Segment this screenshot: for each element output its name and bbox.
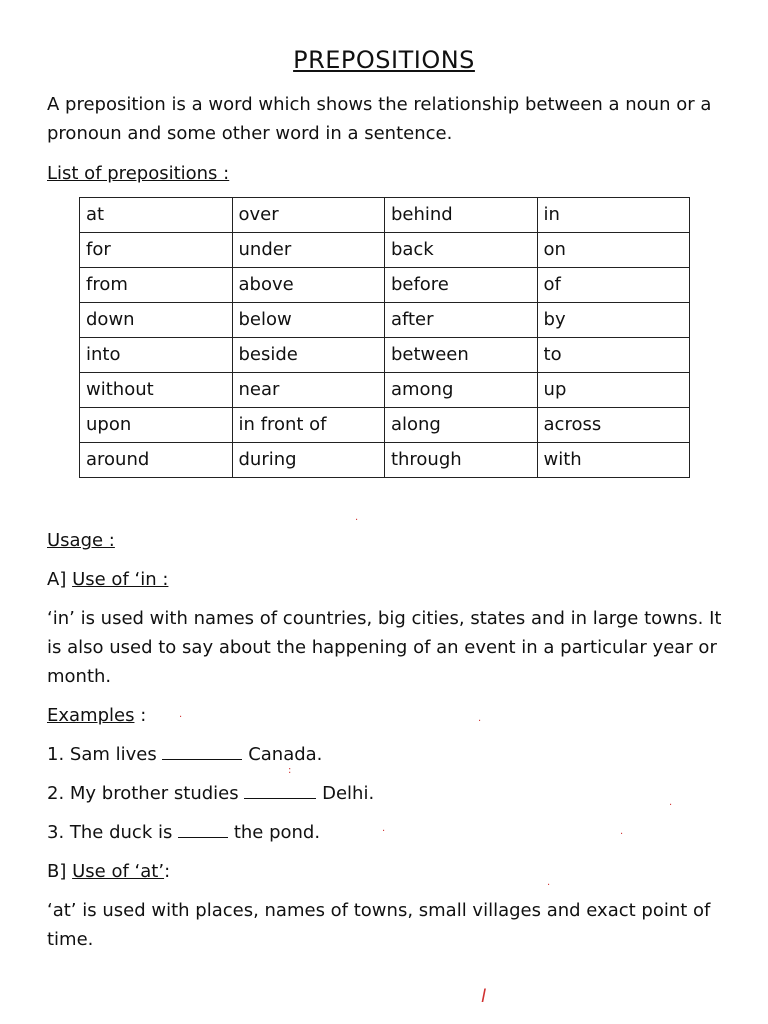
table-row — [80, 443, 690, 478]
example-text-after: the pond. — [233, 822, 321, 843]
speck-mark: · — [179, 712, 183, 723]
table-cell: among — [384, 373, 537, 408]
table-cell: down — [80, 303, 233, 338]
definition-text: A preposition is a word which shows the relationship between a noun or a pronoun and some other word in a sentence. — [47, 94, 712, 144]
speck-mark: · — [355, 515, 359, 526]
section-b-description: ‘at’ is used with places, names of towns, small villages and exact point of time. — [47, 900, 711, 950]
table-cell: after — [384, 303, 537, 338]
table-cell: at — [80, 198, 233, 233]
table-cell: before — [384, 268, 537, 303]
table-cell: around — [80, 443, 233, 478]
examples-heading-line — [47, 701, 727, 730]
table-cell: in front of — [232, 408, 384, 443]
table-cell: below — [232, 303, 384, 338]
examples-heading: Examples — [47, 705, 135, 726]
table-cell: between — [384, 338, 537, 373]
table-cell: in — [537, 198, 689, 233]
speck-mark: · — [478, 716, 482, 727]
table-row — [80, 198, 690, 233]
table-cell: over — [232, 198, 384, 233]
table-row — [80, 268, 690, 303]
example-text-before: 2. My brother studies — [47, 783, 239, 804]
table-cell: behind — [384, 198, 537, 233]
section-a-description: ‘in’ is used with names of countries, big cities, states and in large towns. It is also used to say about the happening of an event in a particular year or month. — [47, 608, 722, 687]
table-cell: by — [537, 303, 689, 338]
page-mark: l — [481, 986, 487, 1007]
table-cell: along — [384, 408, 537, 443]
speck-mark: : — [288, 765, 292, 776]
section-a-prefix: A] — [47, 569, 67, 590]
table-cell: back — [384, 233, 537, 268]
table-row — [80, 303, 690, 338]
speck-mark: · — [669, 800, 673, 811]
section-b-heading: Use of ‘at’ — [72, 861, 165, 882]
example-item — [47, 818, 727, 847]
table-cell: to — [537, 338, 689, 373]
table-cell: during — [232, 443, 384, 478]
section-b-colon: : — [164, 861, 171, 882]
table-row — [80, 233, 690, 268]
section-a-heading: Use of ‘in : — [72, 569, 169, 590]
section-b-heading-line — [47, 857, 727, 886]
table-cell: up — [537, 373, 689, 408]
example-text-after: Delhi. — [322, 783, 375, 804]
speck-mark: · — [547, 880, 551, 891]
table-cell: on — [537, 233, 689, 268]
table-cell: beside — [232, 338, 384, 373]
table-cell: through — [384, 443, 537, 478]
table-cell: under — [232, 233, 384, 268]
example-item — [47, 779, 727, 808]
example-text-after: Canada. — [248, 744, 323, 765]
table-cell: of — [537, 268, 689, 303]
table-cell: with — [537, 443, 689, 478]
example-text-before: 1. Sam lives — [47, 744, 157, 765]
fill-in-blank — [178, 821, 228, 838]
fill-in-blank — [244, 782, 316, 799]
table-cell: near — [232, 373, 384, 408]
table-row — [80, 408, 690, 443]
table-row — [80, 373, 690, 408]
list-heading: List of prepositions : — [47, 163, 230, 184]
table-cell: above — [232, 268, 384, 303]
table-cell: into — [80, 338, 233, 373]
table-cell: across — [537, 408, 689, 443]
speck-mark: · — [620, 829, 624, 840]
example-item — [47, 740, 727, 769]
example-text-before: 3. The duck is — [47, 822, 173, 843]
table-cell: for — [80, 233, 233, 268]
examples-colon: : — [140, 705, 147, 726]
section-a-heading-line — [47, 565, 727, 594]
table-cell: from — [80, 268, 233, 303]
prepositions-table — [79, 197, 690, 478]
table-row — [80, 338, 690, 373]
section-b-prefix: B] — [47, 861, 67, 882]
usage-heading: Usage : — [47, 530, 115, 551]
table-cell: without — [80, 373, 233, 408]
page-title: PREPOSITIONS — [293, 46, 475, 74]
fill-in-blank — [162, 743, 242, 760]
speck-mark: · — [382, 826, 386, 837]
table-cell: upon — [80, 408, 233, 443]
